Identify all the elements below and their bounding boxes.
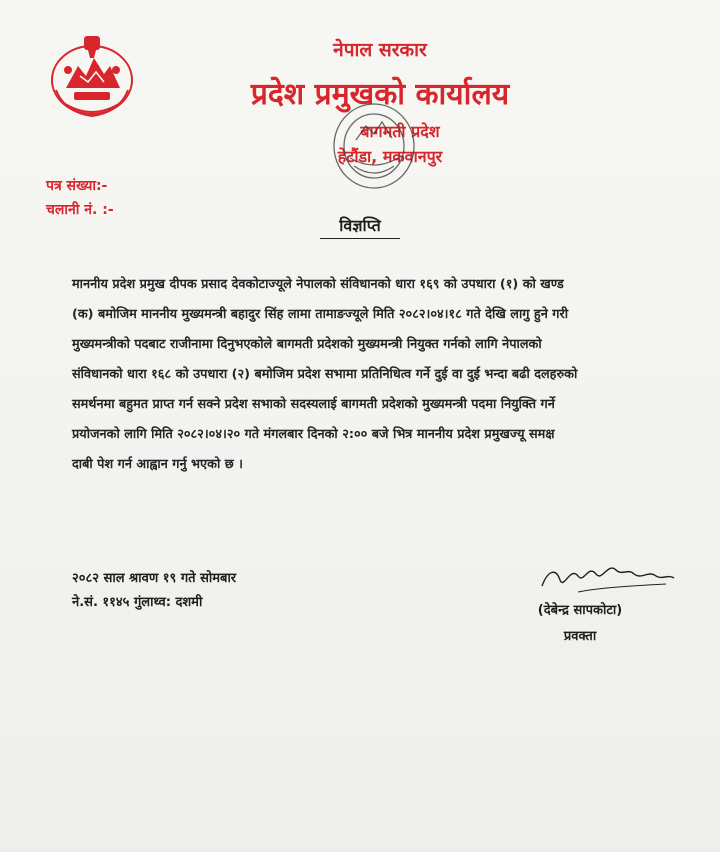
signatory-role: प्रवक्ता xyxy=(563,629,597,644)
signatory-name: (देबेन्द्र सापकोटा) xyxy=(537,603,623,618)
body-line: प्रयोजनको लागि मिति २०८२।०४।२० गते मंगलबार दिनको २:०० बजे भित्र माननीय प्रदेश प्रमुखज्यू समक्ष xyxy=(72,427,555,442)
letter-number-label: पत्र संख्या:- xyxy=(46,178,108,194)
body-line: मुख्यमन्त्रीको पदबाट राजीनामा दिनुभएकोले बागमती प्रदेशको मुख्यमन्त्री नियुक्त गर्नको लागि नेपालको xyxy=(72,337,542,352)
body-line: दाबी पेश गर्न आह्वान गर्नु भएको छ । xyxy=(72,457,244,472)
notice-title: विज्ञप्ति xyxy=(320,214,400,239)
body-line: माननीय प्रदेश प्रमुख दीपक प्रसाद देवकोटाज्यूले नेपालको संविधानको धारा १६९ को उपधारा (१) को खण्ड xyxy=(72,277,564,292)
body-line: समर्थनमा बहुमत प्राप्त गर्न सक्ने प्रदेश सभाको सदस्यलाई बागमती प्रदेशको मुख्यमन्त्री पदमा नियुक्ति गर्ने xyxy=(72,397,555,412)
nepal-emblem-icon xyxy=(44,30,140,122)
notice-body xyxy=(72,270,668,480)
dispatch-number-label: चलानी नं. :- xyxy=(46,202,114,218)
body-line: (क) बमोजिम माननीय मुख्यमन्त्री बहादुर सिंह लामा तामाङज्यूले मिति २०८२।०४।१८ गते देखि लागु हुने गरी xyxy=(72,307,569,322)
handwritten-signature xyxy=(538,556,678,596)
province-heading: बागमती प्रदेश xyxy=(360,122,440,141)
city-heading: हेटौंडा, मकवानपुर xyxy=(337,147,443,166)
government-heading: नेपाल सरकार xyxy=(333,39,427,61)
date-nepal-sambat: ने.सं. ११४५ गुंलाथ्व: दशमी xyxy=(72,595,203,610)
office-heading: प्रदेश प्रमुखको कार्यालय xyxy=(250,77,510,112)
office-seal-stamp-icon xyxy=(330,100,418,192)
date-bikram-sambat: २०८२ साल श्रावण १९ गते सोमबार xyxy=(72,571,237,586)
body-line: संविधानको धारा १६८ को उपधारा (२) बमोजिम प्रदेश सभामा प्रतिनिधित्व गर्ने दुई वा दुई भन्दा बढी दलहरुको xyxy=(72,367,578,382)
